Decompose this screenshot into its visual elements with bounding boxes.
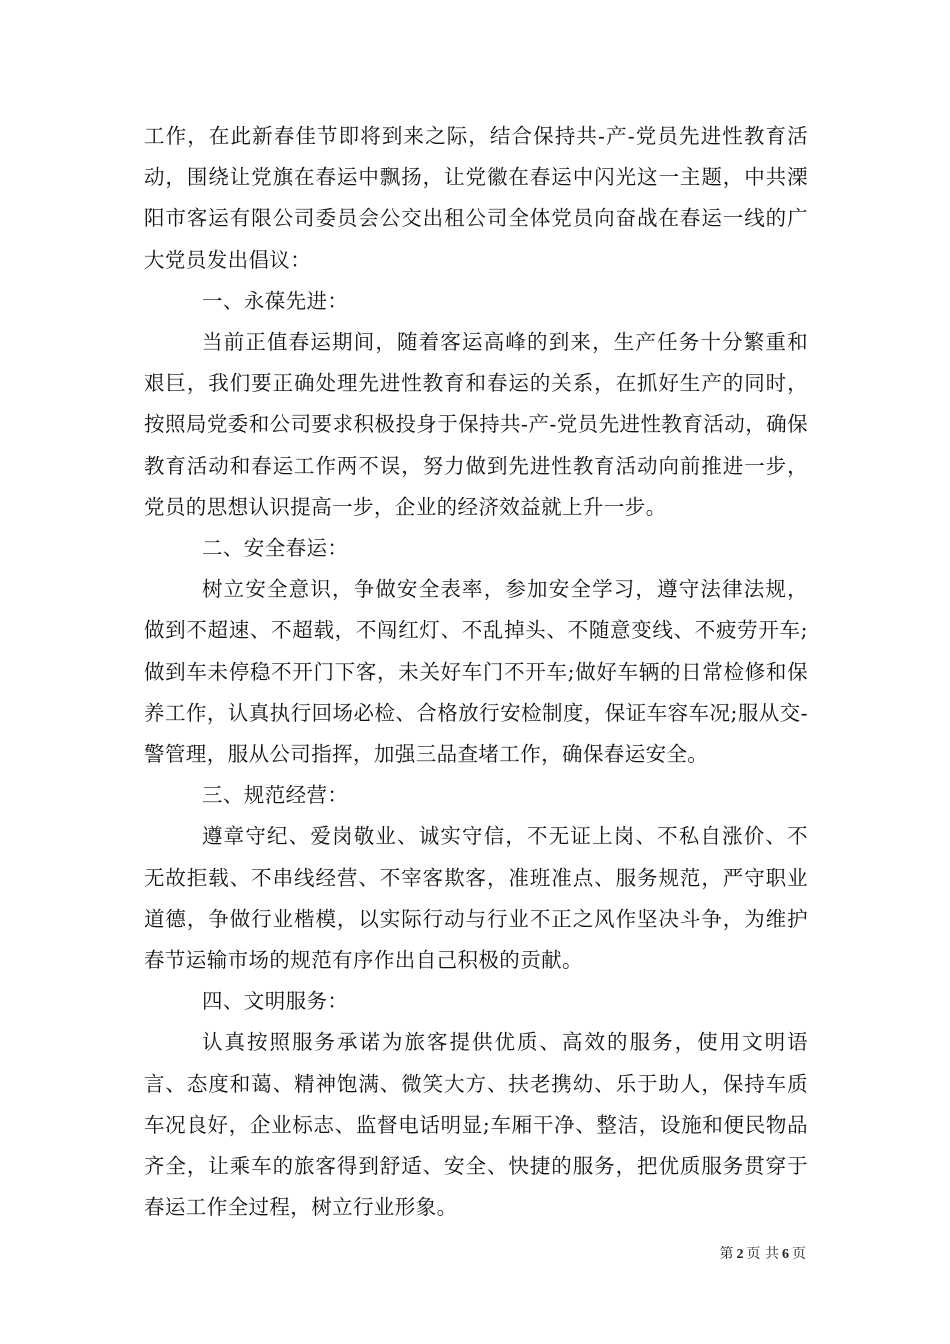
footer-prefix: 第: [719, 1246, 734, 1262]
footer-suffix: 页: [792, 1246, 806, 1262]
page-footer: [720, 1244, 806, 1265]
section-body-1: 当前正值春运期间，随着客运高峰的到来，生产任务十分繁重和艰巨，我们要正确处理先进性教育和春运的关系，在抓好生产的同时，按照局党委和公司要求积极投身于保持共-产-党员先进性教育活动，确保教育活动和春运工作两不误，努力做到先进性教育活动向前推进一步，党员的思想认识提高一步，企业的经济效益就上升一步。: [144, 330, 808, 519]
section-heading-3: 三、规范经营：: [202, 783, 349, 808]
section-body-3: 遵章守纪、爱岗敬业、诚实守信，不无证上岗、不私自涨价、不无故拒载、不串线经营、不宰客欺客，准班准点、服务规范，严守职业道德，争做行业楷模，以实际行动与行业不正之风作坚决斗争，为维护春节运输市场的规范有序作出自己积极的贡献。: [144, 824, 808, 973]
section-heading-2: 二、安全春运：: [202, 536, 349, 561]
section-body-2: 树立安全意识，争做安全表率，参加安全学习，遵守法律法规，做到不超速、不超载，不闯红灯、不乱掉头、不随意变线、不疲劳开车;做到车未停稳不开门下客，未关好车门不开车;做好车辆的日常检修和保养工作，认真执行回场必检、合格放行安检制度，保证车容车况;服从交-警管理，服从公司指挥，加强三品查堵工作，确保春运安全。: [144, 577, 808, 767]
section-heading-1: 一、永葆先进：: [202, 288, 349, 313]
current-page-number: 2: [736, 1247, 744, 1262]
footer-middle: 页 共: [746, 1246, 779, 1262]
intro-paragraph: 工作，在此新春佳节即将到来之际，结合保持共-产-党员先进性教育活动，围绕让党旗在春运中飘扬，让党徽在春运中闪光这一主题，中共溧阳市客运有限公司委员会公交出租公司全体党员向奋战在春运一线的广大党员发出倡议：: [144, 124, 808, 272]
document-body: [144, 116, 808, 1228]
section-heading-4: 四、文明服务：: [202, 989, 349, 1014]
section-body-4: 认真按照服务承诺为旅客提供优质、高效的服务，使用文明语言、态度和蔼、精神饱满、微笑大方、扶老携幼、乐于助人，保持车质车况良好，企业标志、监督电话明显;车厢干净、整洁，设施和便民物品齐全，让乘车的旅客得到舒适、安全、快捷的服务，把优质服务贯穿于春运工作全过程，树立行业形象。: [144, 1030, 808, 1220]
total-page-count: 6: [782, 1247, 789, 1262]
